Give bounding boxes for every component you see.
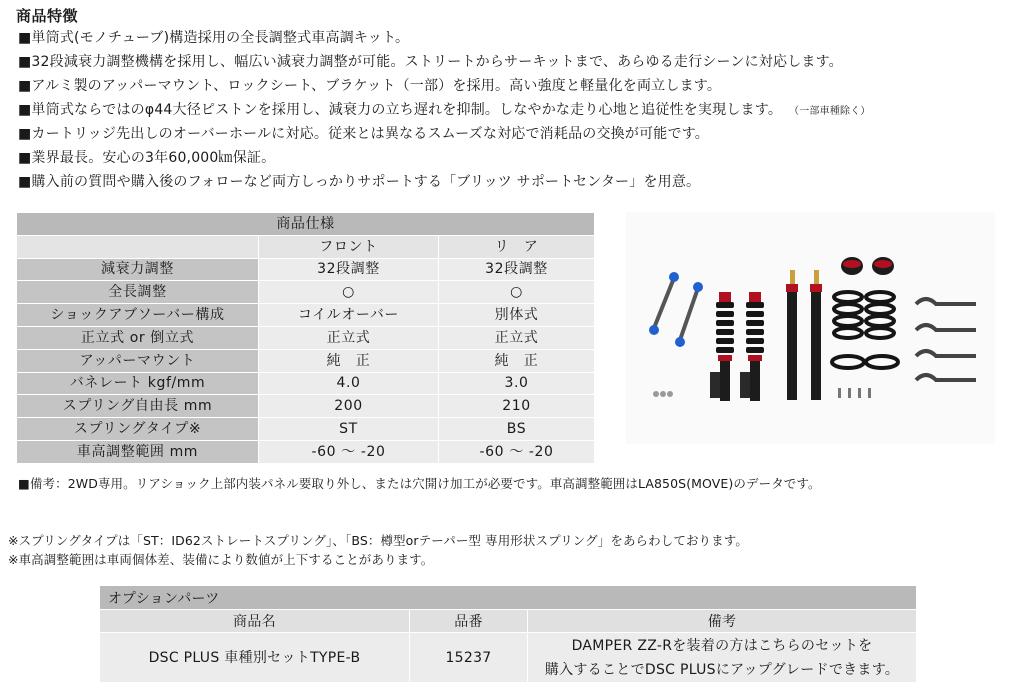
feature-list	[18, 26, 1008, 194]
spec-head-blank	[17, 235, 259, 258]
spec-row: 減衰力調整 32段調整 32段調整	[17, 258, 595, 281]
option-head-note: 備考	[528, 610, 917, 633]
rear-upper-mounts	[841, 257, 894, 275]
spec-row: バネレート kgf/mm 4.0 3.0	[17, 372, 595, 395]
spec-row: ショックアブソーバー構成 コイルオーバー 別体式	[17, 304, 595, 327]
spec-row: アッパーマウント 純 正 純 正	[17, 349, 595, 372]
option-table-title: オプションパーツ	[100, 586, 917, 610]
footnote: ※スプリングタイプは「ST：ID62ストレートスプリング」、「BS：樽型orテーパー型 専用形状スプリング」をあらわしております。	[8, 533, 748, 548]
spec-row: 正立式 or 倒立式 正立式 正立式	[17, 326, 595, 349]
spec-row: 全長調整 ○ ○	[17, 281, 595, 304]
option-name: DSC PLUS 車種別セットTYPE-B	[100, 633, 410, 683]
spec-head-front: フロント	[259, 235, 439, 258]
product-photo	[626, 212, 995, 444]
option-note-line: DAMPER ZZ-Rを装着の方はこちらのセットを	[571, 637, 873, 654]
feature-item: ■単筒式(モノチューブ)構造採用の全長調整式車高調キット。	[18, 30, 410, 46]
feature-note: （一部車種除く）	[794, 106, 871, 117]
spec-table-title: 商品仕様	[17, 213, 595, 236]
footnote: ※車高調整範囲は車両個体差、装備により数値が上下することがあります。	[8, 552, 434, 567]
option-note	[528, 633, 917, 683]
rear-dampers	[786, 270, 822, 400]
spec-row: スプリングタイプ※ ST BS	[17, 418, 595, 441]
option-row	[100, 633, 917, 683]
feature-item: ■32段減衰力調整機構を採用し、幅広い減衰力調整が可能。ストリートからサーキットまで、あらゆる走行シーンに対応します。	[18, 54, 843, 70]
spanner-wrenches	[916, 299, 976, 380]
coilover-kit-illustration	[626, 212, 995, 444]
option-note-line: 購入することでDSC PLUSにアップグレードできます。	[544, 661, 900, 678]
section-heading: 商品特徴	[16, 7, 79, 25]
spec-row: 車高調整範囲 mm -60 ～ -20 -60 ～ -20	[17, 440, 595, 463]
option-head-part-no: 品番	[410, 610, 528, 633]
spec-row: スプリング自由長 mm 200 210	[17, 395, 595, 418]
option-head-name: 商品名	[100, 610, 410, 633]
option-parts-table	[99, 585, 917, 683]
spec-table	[16, 212, 595, 464]
spec-head-rear: リ ア	[439, 235, 595, 258]
rear-springs	[832, 292, 898, 368]
bolts	[653, 388, 871, 398]
stabilizer-links	[649, 272, 703, 347]
feature-item: ■業界最長。安心の3年60,000㎞保証。	[18, 150, 276, 166]
feature-item: ■カートリッジ先出しのオーバーホールに対応。従来とは異なるスムーズな対応で消耗品の交換が可能です。	[18, 126, 709, 142]
front-damper-right	[740, 292, 764, 401]
front-damper-left	[710, 292, 734, 401]
remark-note: ■備考：2WD専用。リアショック上部内装パネル要取り外し、または穴開け加工が必要です。車高調整範囲はLA850S(MOVE)のデータです。	[18, 476, 821, 491]
feature-item: ■アルミ製のアッパーマウント、ロックシート、ブラケット（一部）を採用。高い強度と軽量化を両立します。	[18, 78, 722, 94]
feature-item: ■購入前の質問や購入後のフォローなど両方しっかりサポートする「ブリッツ サポートセンター」を用意。	[18, 174, 701, 190]
option-part-no: 15237	[410, 633, 528, 683]
feature-item: ■単筒式ならではのφ44大径ピストンを採用し、減衰力の立ち遅れを抑制。しなやかな走り心地と追従性を実現します。 （一部車種除く）	[18, 102, 871, 118]
